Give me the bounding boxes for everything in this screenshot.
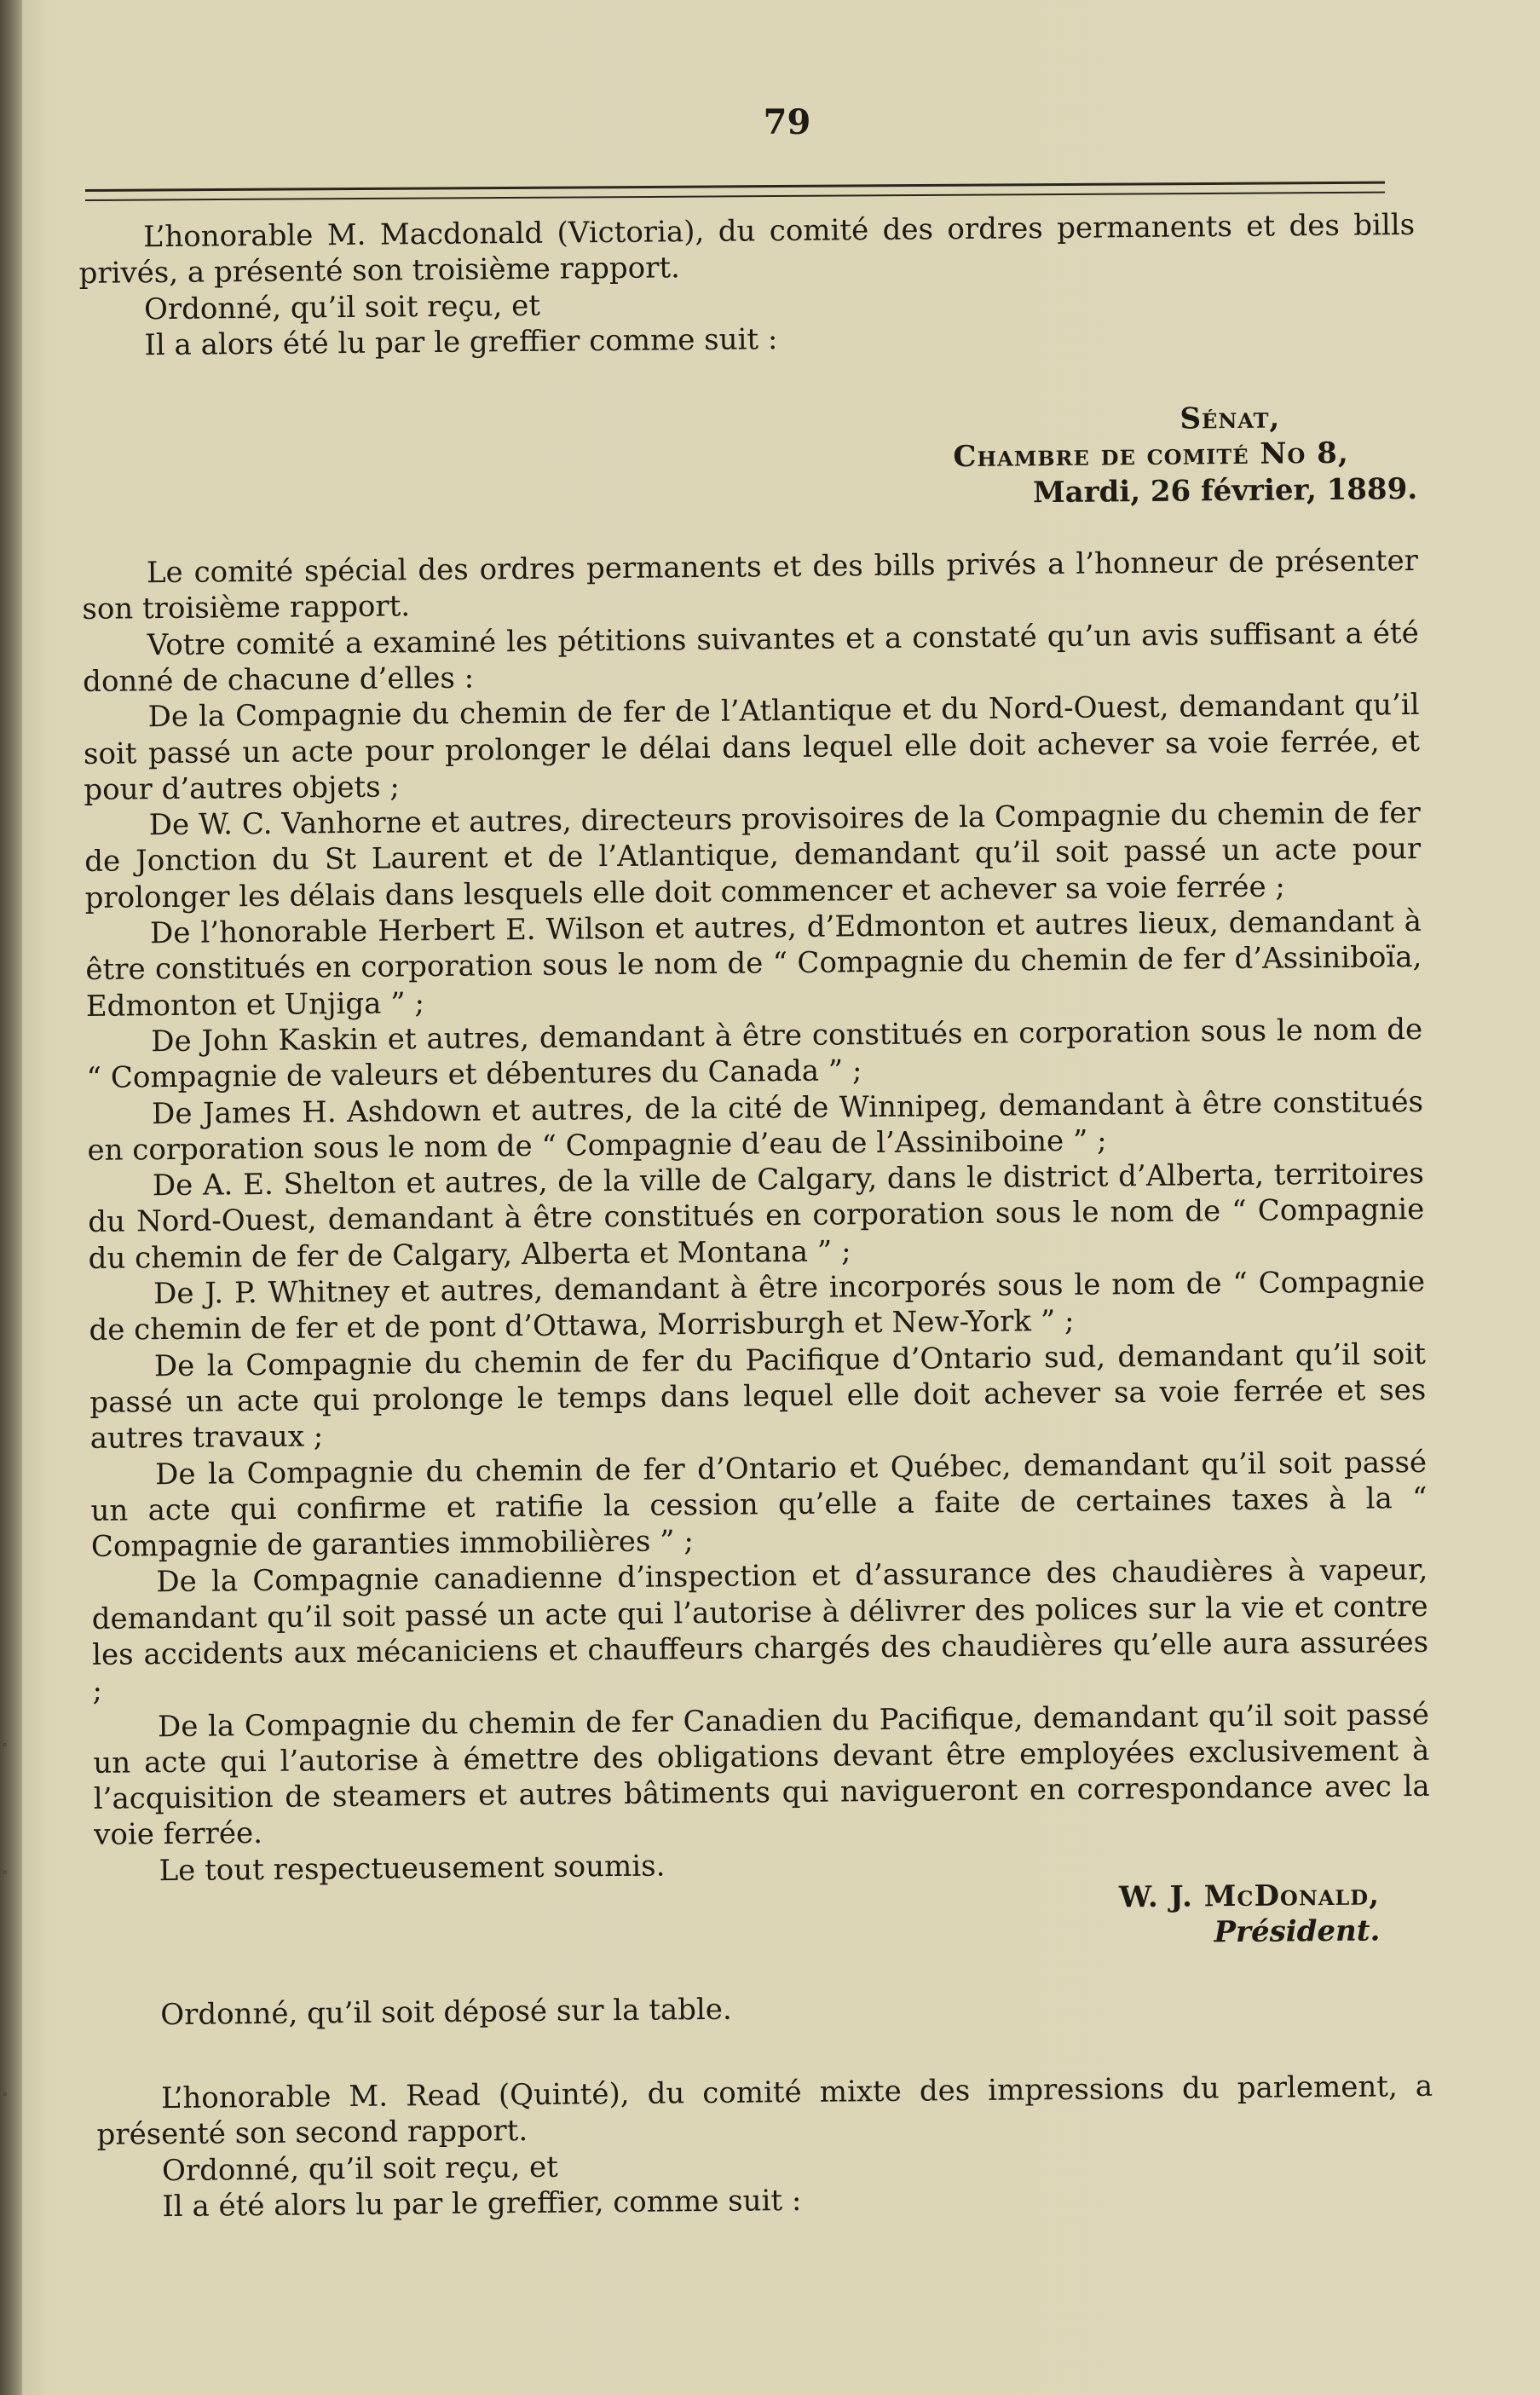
document-body [78,207,1434,2225]
petition-item: De la Compagnie canadienne d’inspection et d’assurance des chaudières à vapeur, demandant qu’il soit passé un acte qui l’autorise à délivrer des polices sur la vie et contre les accidents aux mécaniciens et chauffeurs chargés des chaudières qu’elle aura assurées ; [91,1553,1429,1709]
second-report-presentation: L’honorable M. Read (Quinté), du comité mixte des impressions du parlement, a présenté son second rapport. [96,2069,1433,2153]
petition-item: De A. E. Shelton et autres, de la ville de Calgary, dans le district d’Alberta, territoires du Nord-Ouest, demandant à être constitués en corporation sous le nom de “ Compagnie du chemin de fer de Calgary, Alberta et Montana ” ; [88,1157,1425,1276]
header-rule [85,182,1385,192]
petition-item: De J. P. Whitney et autres, demandant à être incorporés sous le nom de “ Compagnie de chemin de fer et de pont d’Ottawa, Morrisburgh et New-York ” ; [89,1264,1426,1348]
petition-item: De James H. Ashdown et autres, de la cité de Winnipeg, demandant à être constitués en corporation sous le nom de “ Compagnie d’eau de l’Assiniboine ” ; [87,1084,1424,1168]
petition-item: De l’honorable Herbert E. Wilson et autres, d’Edmonton et autres lieux, demandant à être constitués en corporation sous le nom de “ Compagnie du chemin de fer d’Assiniboïa, Edmonton et Unjiga ” ; [85,903,1422,1024]
petition-item: De W. C. Vanhorne et autres, directeurs provisoires de la Compagnie du chemin de fer de Jonction du St Laurent et de l’Atlantique, demandant qu’il soit passé un acte pour prolonger les délais dans lesquels elle doit commencer et achever sa voie ferrée ; [84,796,1422,915]
petition-item: De la Compagnie du chemin de fer d’Ontario et Québec, demandant qu’il soit passé un acte qui confirme et ratifie la cession qu’elle a faite de certaines taxes à la “ Compagnie de garanties immobilières ” ; [90,1445,1428,1565]
signature-name: W. J. McDonald, [1118,1878,1381,1915]
second-read-by-clerk: Il a été alors lu par le greffier, comme suit : [162,2183,802,2225]
margin-mark: ﾟ [3,1742,10,1760]
report-examined: Votre comité a examiné les pétitions suivantes et a constaté qu’un avis suffisant a été donné de chacune d’elles : [83,615,1419,699]
margin-mark: ﾟ [3,1870,10,1888]
petition-item: De la Compagnie du chemin de fer Canadien du Pacifique, demandant qu’il soit passé un acte qui l’autorise à émettre des obligations devant être employées exclusivement à l’acquisition de steamers et autres bâtiments qui navigueront en correspondance avec la voie ferrée. [93,1697,1430,1853]
margin-mark: ﾟ [3,2092,10,2109]
report-presentation: L’honorable M. Macdonald (Victoria), du comité des ordres permanents et des bills privés, a présenté son troisième rapport. [78,207,1416,291]
page-number: 79 [763,102,811,142]
signature-title: Président. [1214,1913,1381,1950]
report-date: Mardi, 26 février, 1889. [1032,471,1418,511]
committee-room: Chambre de comité No 8, [953,436,1349,475]
second-ordered-received: Ordonné, qu’il soit reçu, et [161,2150,559,2188]
report-closing: Le tout respectueusement soumis. [159,1849,666,1888]
ordered-received: Ordonné, qu’il soit reçu, et [143,288,541,326]
read-by-clerk: Il a alors été lu par le greffier comme suit : [144,322,778,363]
header-rule [85,192,1385,201]
petition-item: De John Kaskin et autres, demandant à être constitués en corporation sous le nom de “ Compagnie de valeurs et débentures du Canada ” ; [86,1012,1423,1096]
book-binding-edge [0,0,22,2395]
ordered-tabled: Ordonné, qu’il soit déposé sur la table. [160,1992,732,2032]
senate-heading: Sénat, [1180,401,1281,436]
petition-item: De la Compagnie du chemin de fer de l’Atlantique et du Nord-Ouest, demandant qu’il soit passé un acte pour prolonger le délai dans lequel elle doit achever sa voie ferrée, et pour d’autres objets ; [83,688,1421,807]
report-opening: Le comité spécial des ordres permanents et des bills privés a l’honneur de présenter son troisième rapport. [82,544,1419,627]
petition-item: De la Compagnie du chemin de fer du Pacifique d’Ontario sud, demandant qu’il soit passé un acte qui prolonge le temps dans lequel elle doit achever sa voie ferrée et ses autres travaux ; [89,1336,1427,1457]
